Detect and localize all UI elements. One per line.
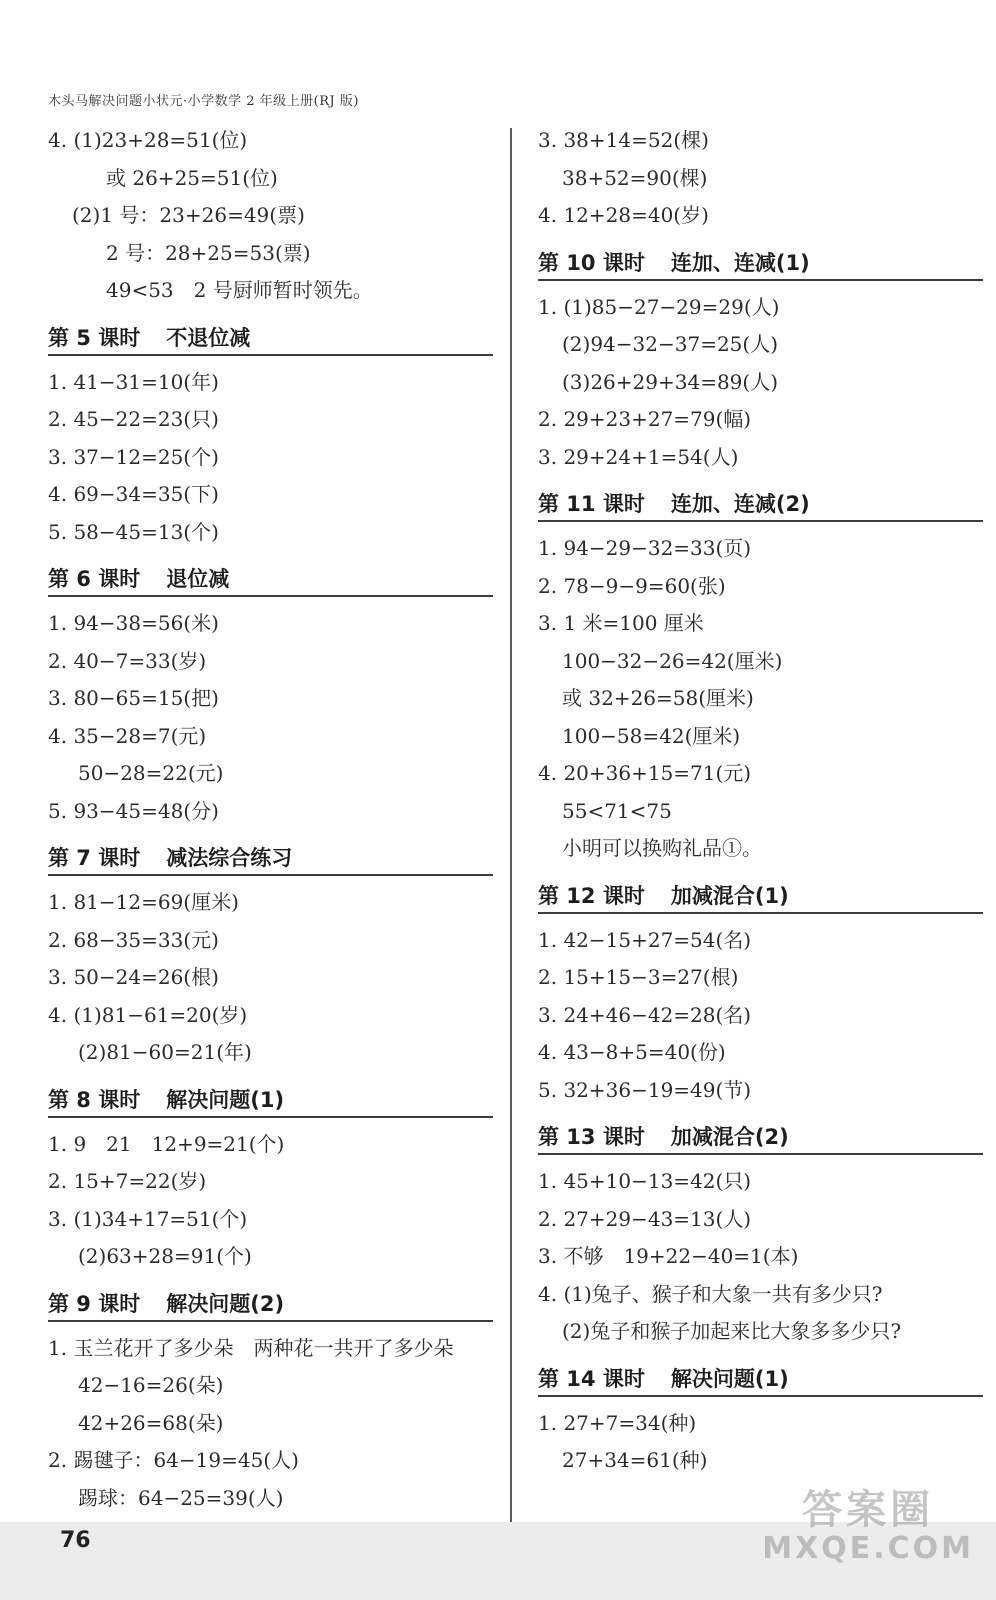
- answer-line: (3)26+29+34=89(人): [562, 369, 779, 394]
- page-number: 76: [60, 1528, 91, 1553]
- lesson-topic: 解决问题(2): [166, 1291, 285, 1316]
- answer-line: 5. 32+36−19=49(节): [538, 1077, 752, 1102]
- answer-line: 2. 78−9−9=60(张): [538, 573, 726, 598]
- answer-line: 4. 12+28=40(岁): [538, 203, 709, 227]
- lesson-topic: 解决问题(1): [670, 1366, 789, 1391]
- section-heading: [48, 1076, 493, 1118]
- running-header: 木头马解决问题小状元·小学数学 2 年级上册(RJ 版): [48, 94, 359, 109]
- lesson-topic: 连加、连减(2): [670, 492, 810, 516]
- answer-line: 2. 15+7=22(岁): [48, 1169, 207, 1193]
- section-heading: [48, 314, 493, 356]
- answer-line: 3. 不够 19+22−40=1(本): [538, 1244, 799, 1268]
- answer-line: 42−16=26(朵): [78, 1373, 224, 1397]
- answer-line: 3. 38+14=52(棵): [538, 128, 709, 152]
- watermark-url: MXQE.COM: [762, 1531, 974, 1566]
- lesson-label: 第 10 课时: [538, 250, 645, 275]
- answer-line: 55<71<75: [562, 798, 672, 823]
- answer-line: 2. 40−7=33(岁): [48, 648, 207, 673]
- answer-line: 100−32−26=42(厘米): [562, 648, 783, 673]
- lesson-topic: 减法综合练习: [166, 846, 293, 870]
- answer-line: 2. 27+29−43=13(人): [538, 1206, 752, 1231]
- answer-line: 1. 27+7=34(种): [538, 1410, 697, 1435]
- answer-line: 3. (1)34+17=51(个): [48, 1206, 248, 1231]
- lesson-label: 第 14 课时: [538, 1366, 645, 1391]
- answer-line: 或 26+25=51(位): [106, 165, 278, 190]
- answer-line: 2. 68−35=33(元): [48, 927, 219, 952]
- lesson-topic: 加减混合(1): [670, 883, 789, 908]
- answer-line: 1. 81−12=69(厘米): [48, 890, 239, 914]
- answer-line: 49<53 2 号厨师暂时领先。: [106, 278, 373, 302]
- answer-line: 1. 94−29−32=33(页): [538, 536, 752, 560]
- section-heading: [538, 1113, 983, 1155]
- watermark: [762, 1478, 974, 1566]
- answer-line: 1. 94−38=56(米): [48, 611, 219, 635]
- answer-line: 4. 20+36+15=71(元): [538, 761, 752, 785]
- section-heading: [538, 1355, 983, 1397]
- answer-line: 4. 35−28=7(元): [48, 723, 207, 748]
- answer-line: 1. 玉兰花开了多少朵 两种花一共开了多少朵: [48, 1335, 454, 1360]
- answer-line: 4. (1)兔子、猴子和大象一共有多少只?: [538, 1281, 883, 1306]
- lesson-label: 第 11 课时: [538, 492, 645, 516]
- answer-line: (2)63+28=91(个): [78, 1244, 252, 1268]
- answer-line: 4. 43−8+5=40(份): [538, 1040, 726, 1064]
- watermark-text: 答案圈: [802, 1487, 935, 1533]
- lesson-topic: 退位减: [166, 567, 230, 591]
- answer-line: 5. 58−45=13(个): [48, 519, 219, 544]
- section-heading: [538, 239, 983, 281]
- answer-line: 3. 80−65=15(把): [48, 686, 219, 710]
- lesson-topic: 连加、连减(1): [670, 250, 810, 275]
- column-divider: [510, 128, 512, 1528]
- answer-line: 38+52=90(棵): [562, 165, 708, 190]
- answer-line: 3. 50−24=26(根): [48, 965, 219, 989]
- answer-line: 4. (1)81−61=20(岁): [48, 1002, 248, 1027]
- answer-line: 1. 42−15+27=54(名): [538, 927, 752, 952]
- answer-line: 2. 踢毽子：64−19=45(人): [48, 1448, 299, 1472]
- answer-line: 100−58=42(厘米): [562, 723, 741, 748]
- right-column: [538, 122, 983, 1480]
- left-column: [48, 122, 493, 1517]
- answer-line: 踢球：64−25=39(人): [78, 1485, 284, 1510]
- lesson-label: 第 7 课时: [48, 846, 141, 870]
- answer-line: 1. (1)85−27−29=29(人): [538, 294, 780, 319]
- answer-line: 5. 93−45=48(分): [48, 798, 219, 823]
- answer-line: 3. 37−12=25(个): [48, 444, 219, 469]
- answer-line: 2. 45−22=23(只): [48, 407, 219, 431]
- answer-line: 27+34=61(种): [562, 1448, 708, 1472]
- lesson-topic: 解决问题(1): [166, 1087, 285, 1112]
- answer-line: 2. 29+23+27=79(幅): [538, 407, 752, 431]
- section-heading: [538, 480, 983, 522]
- answer-line: 或 32+26=58(厘米): [562, 686, 754, 710]
- answer-line: 4. 69−34=35(下): [48, 482, 219, 506]
- section-heading: [48, 555, 493, 597]
- section-heading: [538, 872, 983, 914]
- lesson-topic: 加减混合(2): [670, 1125, 789, 1149]
- answer-line: 1. 9 21 12+9=21(个): [48, 1131, 285, 1156]
- section-heading: [48, 834, 493, 876]
- answer-line: (2)1 号：23+26=49(票): [72, 203, 305, 227]
- lesson-label: 第 13 课时: [538, 1125, 645, 1149]
- answer-line: 3. 1 米=100 厘米: [538, 611, 704, 635]
- answer-line: 1. 41−31=10(年): [48, 369, 219, 394]
- section-heading: [48, 1280, 493, 1322]
- answer-line: 4. (1)23+28=51(位): [48, 128, 248, 152]
- answer-line: 小明可以换购礼品①。: [562, 836, 762, 860]
- answer-line: (2)兔子和猴子加起来比大象多多少只?: [562, 1319, 902, 1343]
- answer-line: 1. 45+10−13=42(只): [538, 1169, 752, 1193]
- lesson-label: 第 5 课时: [48, 325, 141, 350]
- lesson-label: 第 12 课时: [538, 883, 645, 908]
- lesson-topic: 不退位减: [166, 325, 251, 350]
- answer-line: 3. 24+46−42=28(名): [538, 1002, 752, 1027]
- answer-line: 50−28=22(元): [78, 761, 224, 785]
- lesson-label: 第 9 课时: [48, 1291, 141, 1316]
- answer-line: (2)94−32−37=25(人): [562, 332, 779, 356]
- answer-line: 2 号：28+25=53(票): [106, 240, 311, 265]
- lesson-label: 第 6 课时: [48, 567, 141, 591]
- answer-line: 42+26=68(朵): [78, 1410, 224, 1435]
- lesson-label: 第 8 课时: [48, 1087, 141, 1112]
- answer-line: (2)81−60=21(年): [78, 1040, 252, 1064]
- answer-line: 2. 15+15−3=27(根): [538, 965, 739, 989]
- answer-line: 3. 29+24+1=54(人): [538, 444, 739, 469]
